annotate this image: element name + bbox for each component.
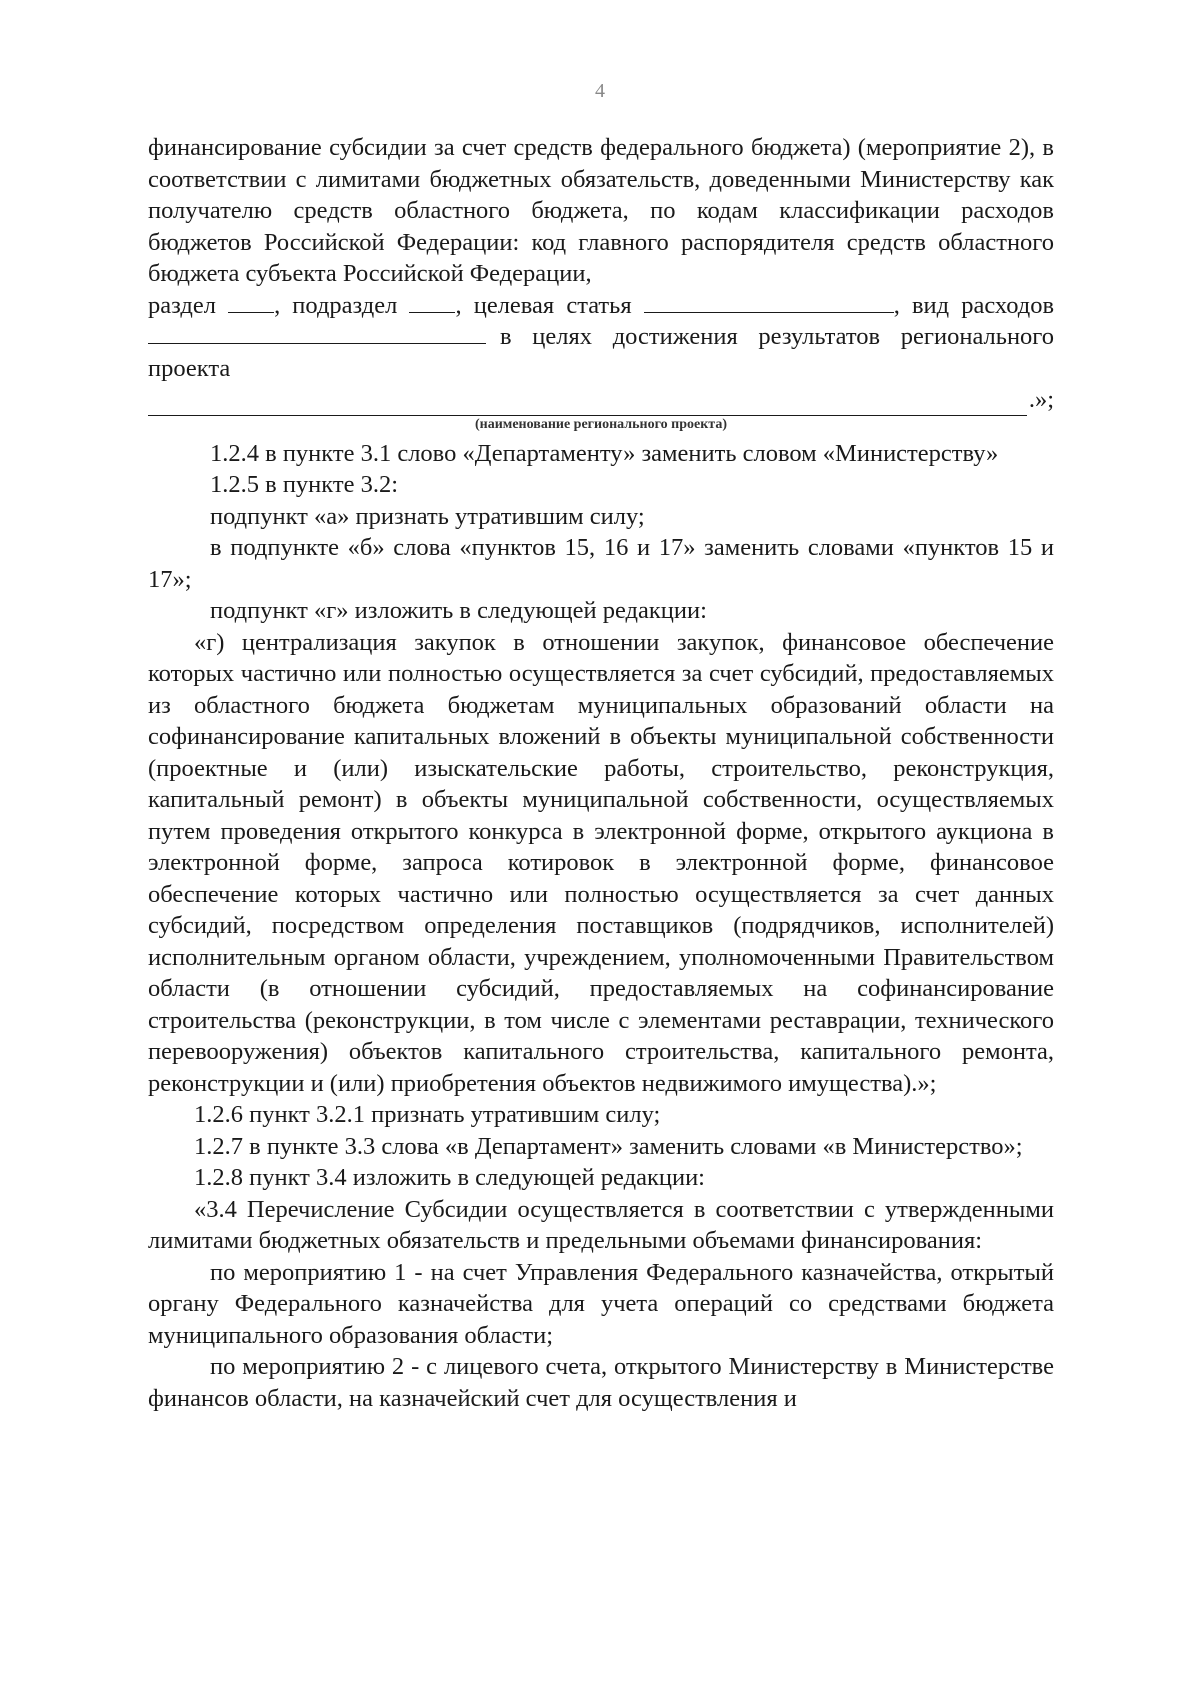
paragraph-1-2-4: 1.2.4 в пункте 3.1 слово «Департаменту» заменить словом «Министерству» — [210, 439, 999, 467]
paragraph-subpoint-b: в подпункте «б» слова «пунктов 15, 16 и 17» заменить словами «пунктов 15 и 17»; — [148, 534, 1054, 593]
paragraph-1-2-6: 1.2.6 пункт 3.2.1 признать утратившим силу; — [194, 1101, 661, 1128]
paragraph-subpoint-a: подпункт «а» признать утратившим силу; — [210, 502, 645, 530]
blank-vid — [148, 321, 486, 344]
paragraph-measure-2: по мероприятию 2 - с лицевого счета, открытого Министерству в Министерстве финансов области, на казначейский счет для осуществления и — [148, 1353, 1054, 1412]
paragraph-subpoint-g-intro: подпункт «г» изложить в следующей редакции: — [210, 597, 707, 624]
blank-podrazdel — [409, 290, 455, 313]
paragraph-subpoint-g-text: «г) централизация закупок в отношении закупок, финансовое обеспечение которых частично или полностью осуществляется за счет субсидий, предоставляемых из областного бюджета бюджетам муниципальных образований области на софинансирование капитальных вложений в объекты муниципальной собственности (проектные и (или) изыскательские работы, строительство, реконструкция, капитальный ремонт) в объекты муниципальной собственности, осуществляемых путем проведения открытого конкурса в электронной форме, открытого аукциона в электронной форме, запроса котировок в электронной форме, финансовое обеспечение которых частично или полностью осуществляется за счет данных субсидий, посредством определения поставщиков (подрядчиков, исполнителей) исполнительным органом области, учреждением, уполномоченными Правительством области (в отношении субсидий, предоставляемых на софинансирование строительства (реконструкции, в том числе с элементами реставрации, технического перевооружения) объектов капитального строительства, капитального ремонта, реконструкции и (или) приобретения объектов недвижимого имущества).»; — [148, 628, 1054, 1097]
document-body — [148, 132, 1054, 1414]
project-name-caption: (наименование регионального проекта) — [475, 416, 727, 432]
goal-text: в целях достижения результатов регионального проекта — [148, 323, 1054, 382]
blank-tselevaya — [644, 290, 894, 313]
blank-project-name — [148, 391, 1027, 416]
paragraph-1-2-7: 1.2.7 в пункте 3.3 слова «в Департамент» заменить словами «в Министерство»; — [194, 1132, 1023, 1160]
page-number: 4 — [595, 80, 605, 102]
label-vid: , вид расходов — [893, 291, 1055, 319]
paragraph-measure-1: по мероприятию 1 - на счет Управления Федерального казначейства, открытый органу Федерального казначейства для учета операций со средствами бюджета муниципального образования области; — [148, 1258, 1054, 1349]
paragraph-financing: финансирование субсидии за счет средств федерального бюджета) (мероприятие 2), в соответствии с лимитами бюджетных обязательств, доведенными Министерству как получателю средств областного бюджета, по кодам классификации расходов бюджетов Российской Федерации: код главного распорядителя средств областного бюджета субъекта Российской Федерации, — [148, 134, 1054, 287]
paragraph-1-2-5: 1.2.5 в пункте 3.2: — [210, 471, 399, 498]
blank-razdel — [228, 290, 274, 313]
label-tselevaya: , целевая статья — [455, 291, 632, 319]
project-line-end: .»; — [1028, 386, 1054, 413]
project-name-line — [148, 384, 1054, 416]
paragraph-goal-line — [148, 321, 1054, 384]
paragraph-1-2-8: 1.2.8 пункт 3.4 изложить в следующей редакции: — [194, 1164, 705, 1191]
label-razdel: раздел — [148, 291, 216, 319]
paragraph-codes-line — [148, 290, 1054, 322]
label-podrazdel: , подраздел — [274, 291, 398, 319]
paragraph-3-4: «3.4 Перечисление Субсидии осуществляется в соответствии с утвержденными лимитами бюджетных обязательств и предельными объемами финансирования: — [148, 1195, 1054, 1254]
